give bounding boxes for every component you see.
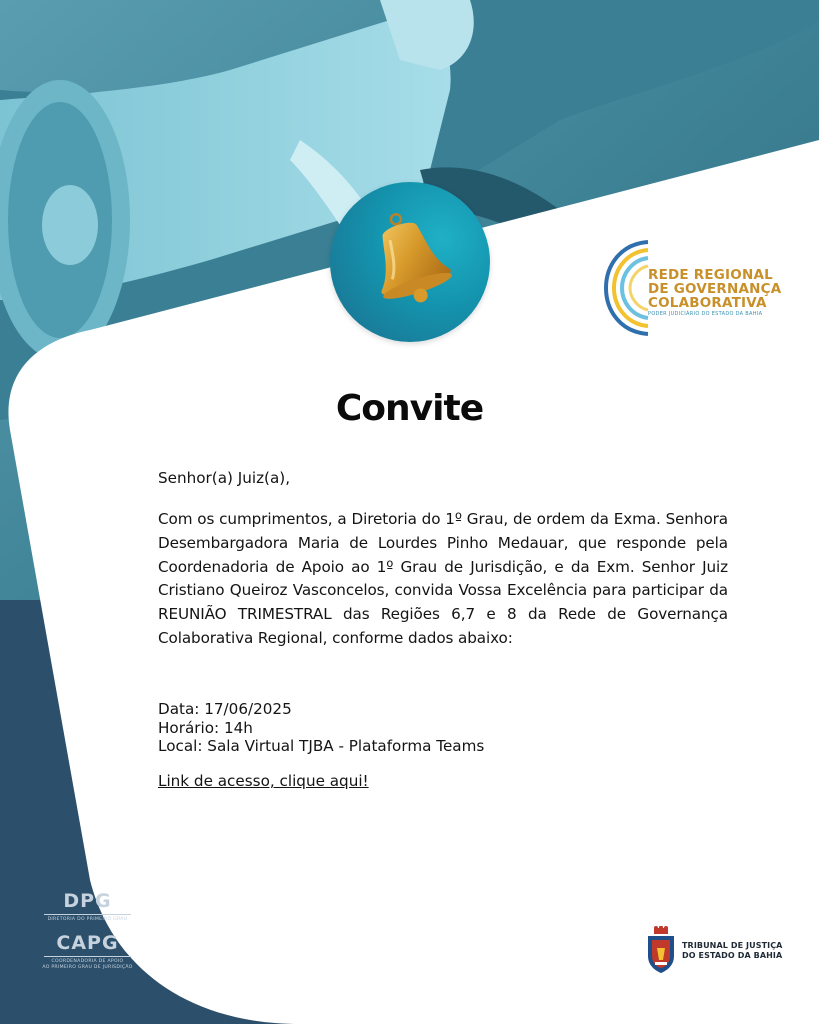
capg-logo	[40, 932, 135, 971]
capg-name-line1: COORDENADORIA DE APOIO	[51, 959, 124, 964]
logo-line-3: COLABORATIVA	[648, 295, 767, 311]
access-link[interactable]: Link de acesso, clique aqui!	[158, 772, 369, 790]
tribunal-emblem-icon	[644, 926, 678, 974]
tribunal-line-1: TRIBUNAL DE JUSTIÇA	[682, 941, 783, 950]
salutation: Senhor(a) Juiz(a),	[158, 469, 291, 487]
dpg-name: DIRETORIA DO PRIMEIRO GRAU	[47, 917, 128, 922]
capg-acronym: CAPG	[56, 932, 119, 954]
bell-icon	[352, 208, 462, 318]
logo-line-1: REDE REGIONAL	[648, 267, 773, 283]
capg-name-line2: AO PRIMEIRO GRAU DE JURISDIÇÃO	[42, 965, 133, 970]
dpg-acronym: DPG	[63, 890, 112, 912]
invitation-paragraph: Com os cumprimentos, a Diretoria do 1º Grau, de ordem da Exma. Senhora Desembargadora Maria de Lourdes Pinho Medauar, que responde pela Coordenadoria de Apoio ao 1º Grau de Jurisdição, e da Exm. Senhor Juiz Cristiano Queiroz Vasconcelos, convida Vossa Excelência para participar da REUNIÃO TRIMESTRAL das Regiões 6,7 e 8 da Rede de Governança Colaborativa Regional, conforme dados abaixo:	[158, 510, 728, 647]
meeting-details	[158, 700, 728, 756]
meeting-date: Data: 17/06/2025	[158, 700, 292, 718]
meeting-time: Horário: 14h	[158, 718, 253, 737]
dpg-logo	[40, 890, 135, 923]
page-title: Convite	[335, 388, 484, 429]
meeting-place: Local: Sala Virtual TJBA - Plataforma Teams	[158, 737, 485, 755]
logo-line-2: DE GOVERNANÇA	[648, 281, 782, 297]
tribunal-line-2: DO ESTADO DA BAHIA	[682, 951, 783, 960]
logo-subtitle: PODER JUDICIÁRIO DO ESTADO DA BAHIA	[648, 311, 763, 317]
